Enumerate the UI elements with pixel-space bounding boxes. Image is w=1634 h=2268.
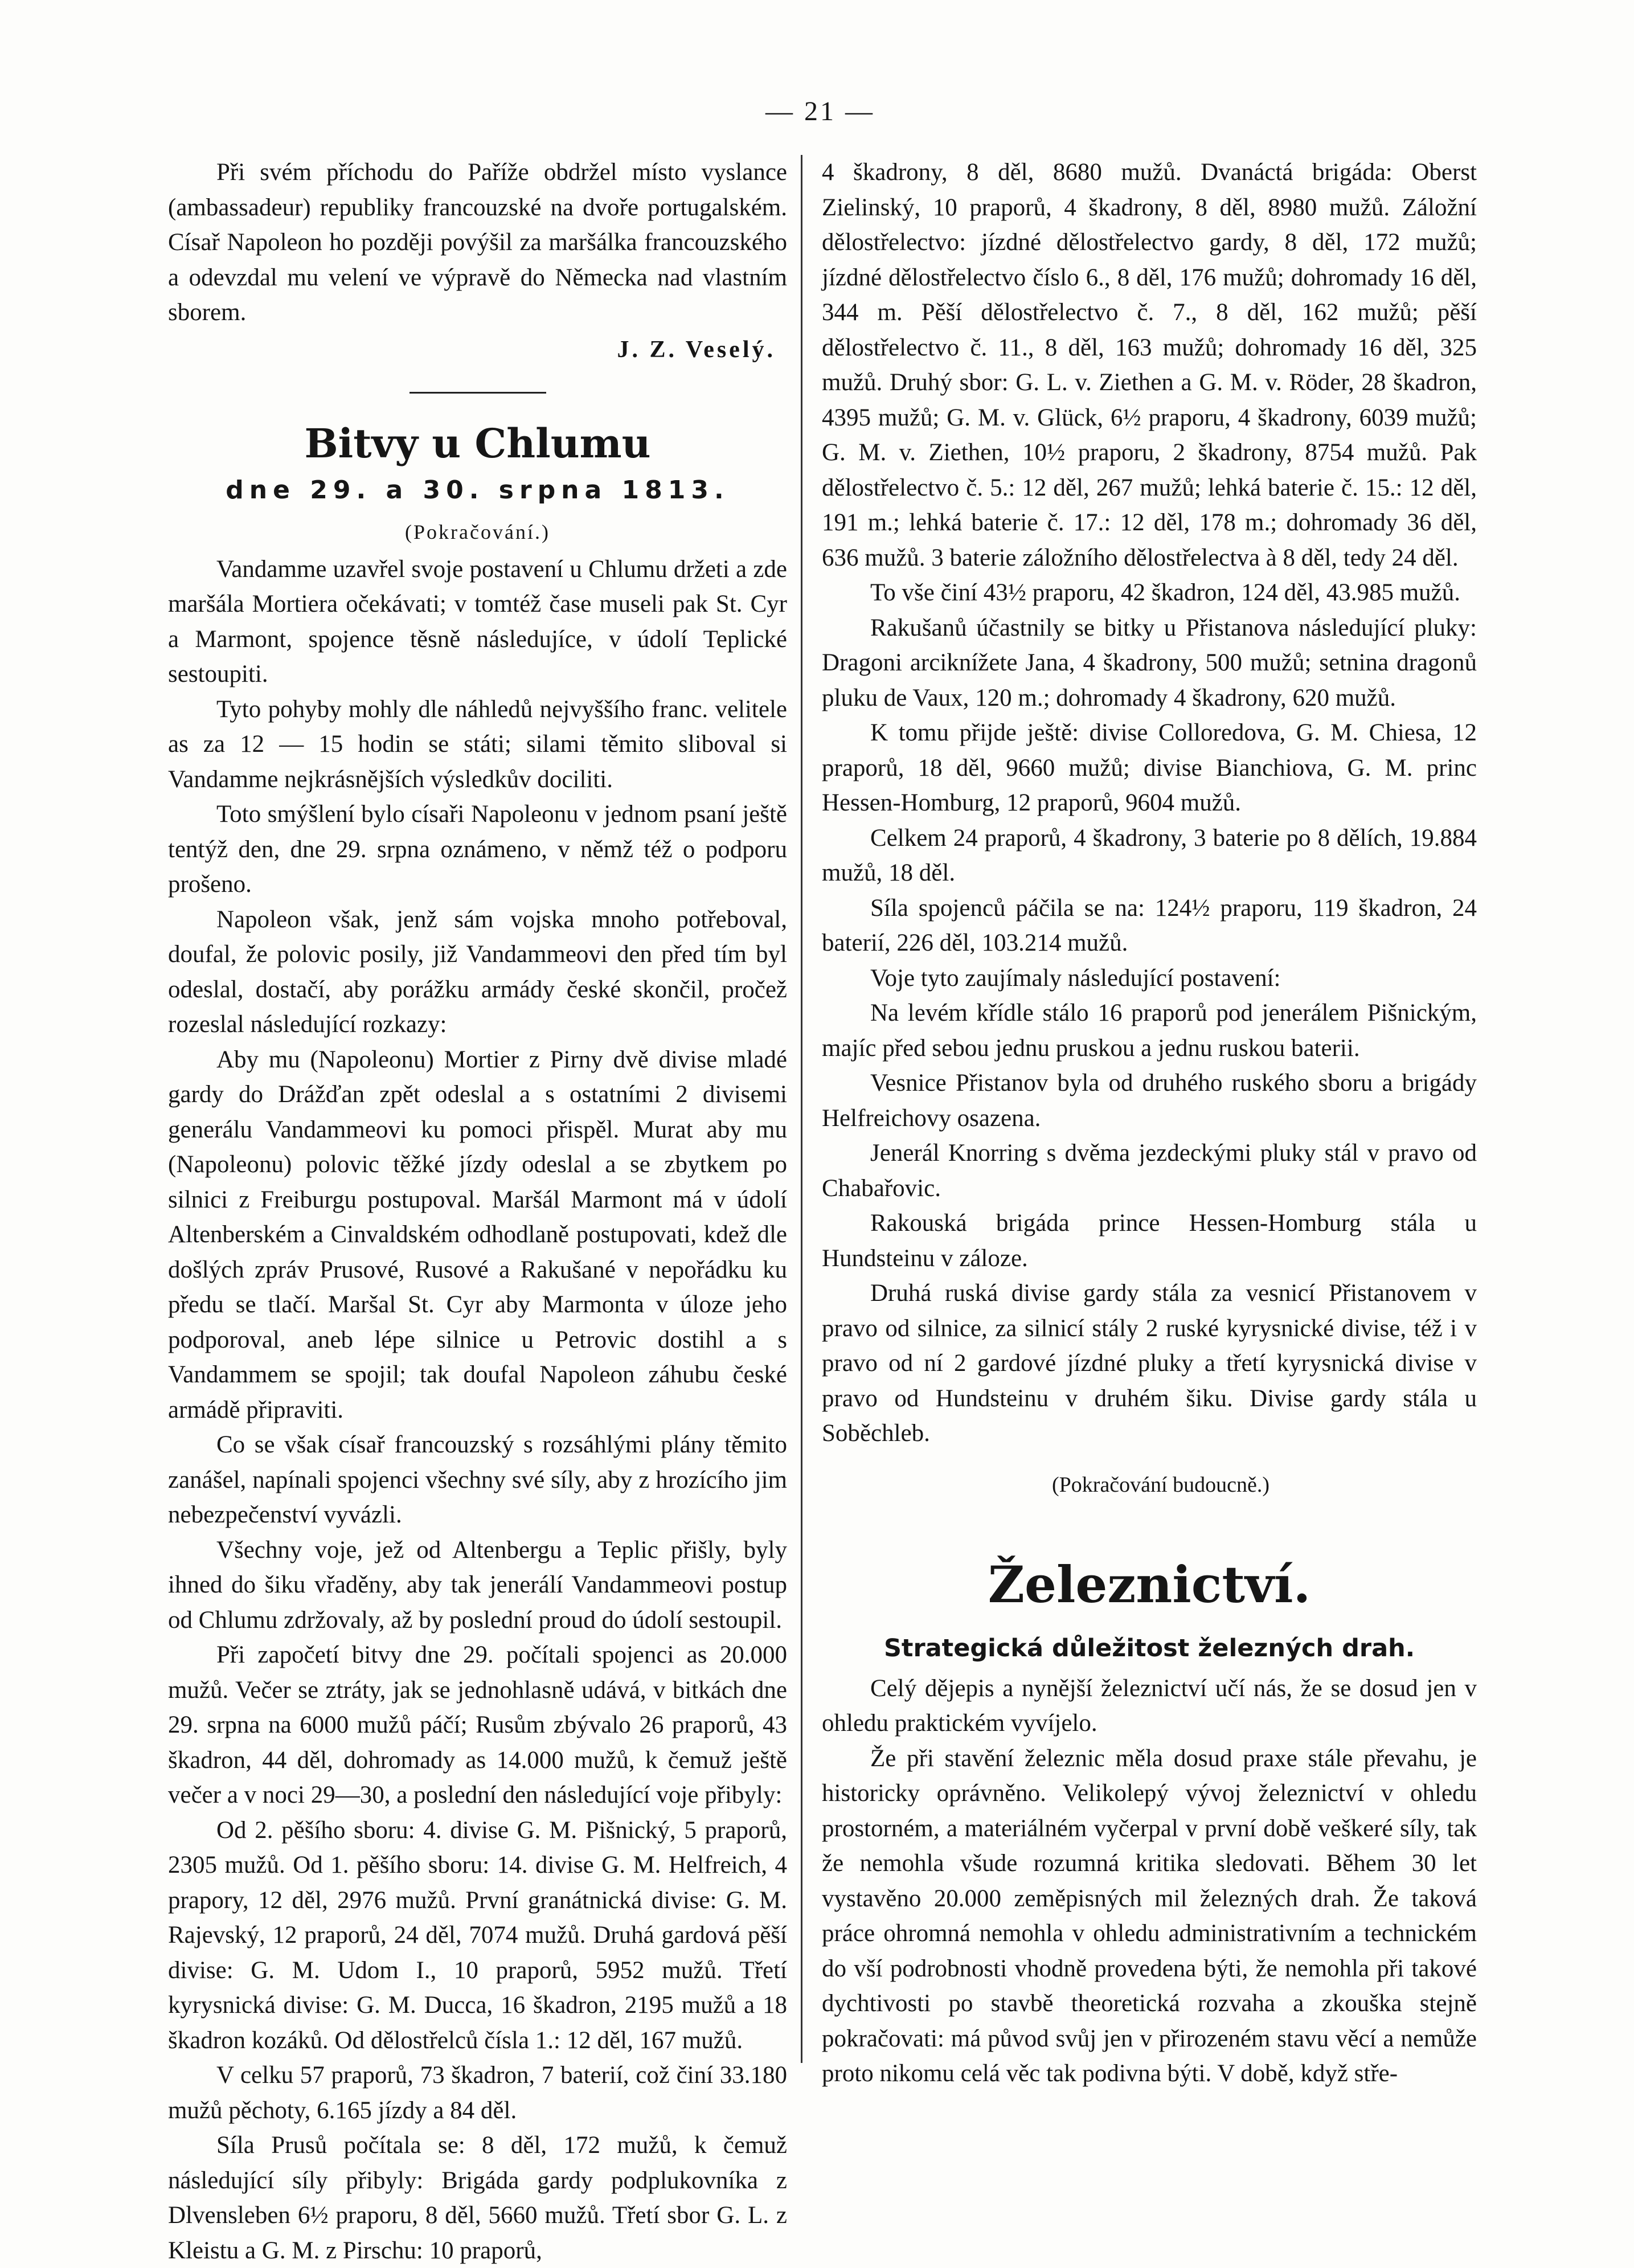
- column-divider: [801, 155, 802, 2063]
- article-separator: [409, 392, 546, 394]
- article-dateline: dne 29. a 30. srpna 1813.: [226, 475, 730, 505]
- intro-paragraph: Při svém příchodu do Paříže obdržel místo vyslance (ambassadeur) republiky francouzské na dvoře portugalském. Císař Napoleon ho později povýšil za maršálka francouzského a odevzdal mu velení ve výpravě do Německa nad vlastním sborem.: [168, 159, 787, 326]
- body-paragraph: V celku 57 praporů, 73 škadron, 7 baterií, což činí 33.180 mužů pěchoty, 6.165 jízdy a 84 děl.: [168, 2062, 787, 2124]
- body-paragraph: Celý dějepis a nynější železnictví učí nás, že se dosud jen v ohledu praktickém vyvíjelo.: [822, 1675, 1477, 1737]
- body-paragraph: Celkem 24 praporů, 4 škadrony, 3 baterie po 8 dělích, 19.884 mužů, 18 děl.: [822, 824, 1477, 886]
- body-paragraph: Voje tyto zaujímaly následující postavení:: [870, 964, 1281, 992]
- body-paragraph: Rakouská brigáda prince Hessen-Homburg stála u Hundsteinu v záloze.: [822, 1210, 1477, 1272]
- body-paragraph: Na levém křídle stálo 16 praporů pod jenerálem Pišnickým, majíc před sebou jednu pruskou a jednu ruskou baterii.: [822, 1000, 1477, 1062]
- body-paragraph: K tomu přijde ještě: divise Colloredova, G. M. Chiesa, 12 praporů, 18 děl, 9660 mužů; divise Bianchiova, G. M. princ Hessen-Homburg, 12 praporů, 9604 mužů.: [822, 719, 1477, 816]
- body-paragraph: Jenerál Knorring s dvěma jezdeckými pluky stál v pravo od Chabařovic.: [822, 1140, 1477, 1202]
- body-paragraph: Vesnice Přistanov byla od druhého ruského sboru a brigády Helfreichovy osazena.: [822, 1070, 1477, 1132]
- body-paragraph: Co se však císař francouzský s rozsáhlými plány těmito zanášel, napínali spojenci všechny své síly, aby z hrozícího jim nebezpečenství vyvázli.: [168, 1431, 787, 1528]
- body-paragraph: Od 2. pěšího sboru: 4. divise G. M. Pišnický, 5 praporů, 2305 mužů. Od 1. pěšího sboru: 14. divise G. M. Helfreich, 4 prapory, 12 děl, 2976 mužů. První granátnická divise: G. M. Rajevský, 12 praporů, 24 děl, 7074 mužů. Druhá gardová pěší divise: G. M. Udom I., 10 praporů, 5952 mužů. Třetí kyrysnická divise: G. M. Ducca, 16 škadron, 2195 mužů a 18 škadron kozáků. Od dělostřelců čísla 1.: 12 děl, 167 mužů.: [168, 1816, 787, 2054]
- body-paragraph: Síla Prusů počítala se: 8 děl, 172 mužů, k čemuž následující síly přibyly: Brigáda gardy podplukovníka z Dlvensleben 6½ praporu, 8 děl, 5660 mužů. Třetí sbor G. L. z Kleistu a G. M. z Pirschu: 10 praporů,: [168, 2132, 787, 2264]
- section-heading: Železnictví.: [988, 1554, 1311, 1614]
- body-paragraph: Rakušanů účastnily se bitky u Přistanova následující pluky: Dragoni arciknížete Jana, 4 škadrony, 500 mužů; setnina dragonů pluku de Vaux, 120 m.; dohromady 4 škadrony, 620 mužů.: [822, 614, 1477, 711]
- author-signature: J. Z. Veselý.: [617, 336, 776, 363]
- body-paragraph: Vandamme uzavřel svoje postavení u Chlumu držeti a zde maršála Mortiera očekávati; v tomtéž čase museli pak St. Cyr a Marmont, spojence těsně následujíce, v údolí Teplické sestoupiti.: [168, 555, 787, 687]
- body-paragraph: Všechny voje, jež od Altenbergu a Teplic přišly, byly ihned do šiku vřaděny, aby tak jenerálí Vandammeovi postup od Chlumu zdržovaly, až by poslední proud do údolí sestoupil.: [168, 1536, 787, 1634]
- to-be-continued-note: (Pokračování budoucně.): [1052, 1472, 1269, 1497]
- sub-heading: Strategická důležitost železných drah.: [883, 1634, 1415, 1663]
- body-paragraph: Druhá ruská divise gardy stála za vesnicí Přistanovem v pravo od silnice, za silnicí stály 2 ruské kyrysnické divise, též i v pravo od ní 2 gardové jízdné pluky a třetí kyrysnická divise v pravo od Hundsteinu v druhém šiku. Divise gardy stála u Soběchleb.: [822, 1280, 1477, 1447]
- body-paragraph: To vše činí 43½ praporu, 42 škadron, 124 děl, 43.985 mužů.: [870, 579, 1460, 606]
- body-paragraph: Toto smýšlení bylo císaři Napoleonu v jednom psaní ještě tentýž den, dne 29. srpna oznámeno, v němž též o podporu prošeno.: [168, 801, 787, 898]
- continued-note: (Pokračování.): [405, 520, 550, 543]
- body-paragraph: Tyto pohyby mohly dle náhledů nejvyššího franc. velitele as za 12 — 15 hodin se státi; silami těmito sliboval si Vandamme nejkrásnějších výsledkův dociliti.: [168, 695, 787, 793]
- body-paragraph: Síla spojenců páčila se na: 124½ praporu, 119 škadron, 24 baterií, 226 děl, 103.214 mužů.: [822, 894, 1477, 956]
- right-column: [822, 155, 1477, 2091]
- body-paragraph: Při započetí bitvy dne 29. počítali spojenci as 20.000 mužů. Večer se ztráty, jak se jednohlasně udává, v bitkách dne 29. srpna na 6000 mužů páčí; Rusům zbývalo 26 praporů, 43 škadron, 44 děl, dohromady as 14.000 mužů, k čemuž ještě večer a v noci 29—30, a poslední den následující voje přibyly:: [168, 1641, 787, 1808]
- body-paragraph: Aby mu (Napoleonu) Mortier z Pirny dvě divise mladé gardy do Drážďan zpět odeslal a s ostatními 2 divisemi generálu Vandammeovi ku pomoci přispěl. Murat aby mu (Napoleonu) polovic těžké jízdy odeslal a se zbytkem po silnici z Freiburgu postupoval. Maršál Marmont má v údolí Altenberském a Cinvaldském odhodlaně postupovati, kdež dle došlých zpráv Prusové, Rusové a Rakušané v nepořádku ku předu se tlačí. Maršal St. Cyr aby Marmonta v úloze jeho podporoval, aneb lépe silnice u Petrovic dostihl a s Vandammem se spojil; tak doufal Napoleon záhubu české armádě připraviti.: [168, 1046, 787, 1423]
- continuation-paragraph: 4 škadrony, 8 děl, 8680 mužů. Dvanáctá brigáda: Oberst Zielinský, 10 praporů, 4 škadrony, 8 děl, 8980 mužů. Záložní dělostřelectvo: jízdné dělostřelectvo gardy, 8 děl, 172 mužů; jízdné dělostřelectvo číslo 6., 8 děl, 176 mužů; dohromady 16 děl, 344 m. Pěší dělostřelectvo č. 7., 8 děl, 162 mužů; pěší dělostřelectvo č. 11., 8 děl, 163 mužů; dohromady 16 děl, 325 mužů. Druhý sbor: G. L. v. Ziethen a G. M. v. Röder, 28 škadron, 4395 mužů; G. M. v. Glück, 6½ praporu, 4 škadrony, 6039 mužů; G. M. v. Ziethen, 10½ praporu, 2 škadrony, 8754 mužů. Pak dělostřelectvo č. 5.: 12 děl, 267 mužů; lehká baterie č. 15.: 12 děl, 191 m.; lehká baterie č. 17.: 12 děl, 178 m.; dohromady 36 děl, 636 mužů. 3 baterie záložního dělostřelectva à 8 děl, tedy 24 děl.: [822, 159, 1477, 571]
- page-number: — 21 —: [765, 96, 875, 126]
- body-paragraph: Napoleon však, jenž sám vojska mnoho potřeboval, doufal, že polovic posily, již Vandammeovi den před tím byl odeslal, dostačí, aby porážku armády české skončil, pročež rozeslal následující rozkazy:: [168, 906, 787, 1038]
- article-title: Bitvy u Chlumu: [304, 419, 651, 467]
- body-paragraph: Že při stavění železnic měla dosud praxe stále převahu, je historicky oprávněno. Velikolepý vývoj železnictví v ohledu prostorném, a materiálném vyčerpal v první době veškeré síly, tak že nemohla všude rozumná kritika sledovati. Během 30 let vystavěno 20.000 zeměpisných mil železných drah. Že taková práce ohromná nemohla v ohledu administrativním a technickém do vší podrobnosti vhodně provedena býti, že nemohla při takové dychtivosti po stavbě theoretická rozvaha a zkouška stejně pokračovati: má původ svůj jen v přirozeném stavu věcí a nemůže proto nikomu celá věc tak podivna býti. V době, když stře-: [822, 1745, 1477, 2087]
- left-column: [168, 155, 787, 2268]
